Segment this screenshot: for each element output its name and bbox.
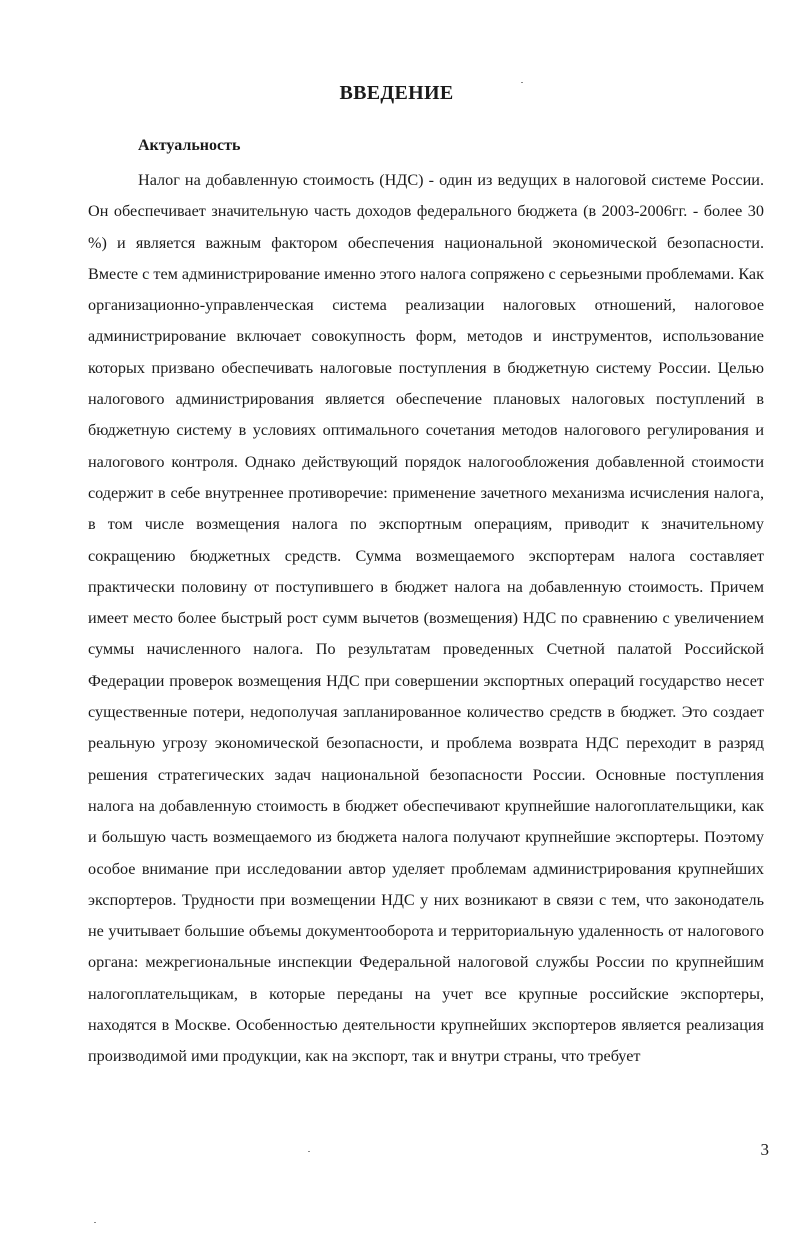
scan-speck <box>94 1222 96 1223</box>
scan-speck <box>308 1151 310 1152</box>
page-title: ВВЕДЕНИЕ <box>339 82 454 104</box>
page-number: 3 <box>760 1140 769 1159</box>
section-heading: Актуальность <box>138 137 241 154</box>
body-paragraph: Налог на добавленную стоимость (НДС) - один из ведущих в налоговой системе России. Он обеспечивает значительную часть доходов федерального бюджета (в 2003-2006гг. - более 30 %) и является важным фактором обеспечения национальной экономической безопасности. Вместе с тем администрирование именно этого налога сопряжено с серьезными проблемами. Как организационно-управленческая система реализации налоговых отношений, налоговое администрирование включает совокупность форм, методов и инструментов, использование которых призвано обеспечивать налоговые поступления в бюджетную систему России. Целью налогового администрирования является обеспечение плановых налоговых поступлений в бюджетную систему в условиях оптимального сочетания методов налогового регулирования и налогового контроля. Однако действующий порядок налогообложения добавленной стоимости содержит в себе внутреннее противоречие: применение зачетного механизма исчисления налога, в том числе возмещения налога по экспортным операциям, приводит к значительному сокращению бюджетных средств. Сумма возмещаемого экспортерам налога составляет практически половину от поступившего в бюджет налога на добавленную стоимость. Причем имеет место более быстрый рост сумм вычетов (возмещения) НДС по сравнению с увеличением суммы начисленного налога. По результатам проведенных Счетной палатой Российской Федерации проверок возмещения НДС при совершении экспортных операций государство несет существенные потери, недополучая запланированное количество средств в бюджет. Это создает реальную угрозу экономической безопасности, и проблема возврата НДС переходит в разряд решения стратегических задач национальной безопасности России. Основные поступления налога на добавленную стоимость в бюджет обеспечивают крупнейшие налогоплательщики, как и большую часть возмещаемого из бюджета налога получают крупнейшие экспортеры. Поэтому особое внимание при исследовании автор уделяет проблемам администрирования крупнейших экспортеров. Трудности при возмещении НДС у них возникают в связи с тем, что законодатель не учитывает большие объемы документооборота и территориальную удаленность от налогового органа: межрегиональные инспекции Федеральной налоговой службы России по крупнейшим налогоплательщикам, в которые переданы на учет все крупные российские экспортеры, находятся в Москве. Особенностью деятельности крупнейших экспортеров является реализация производимой ими продукции, как на экспорт, так и внутри страны, что требует <box>88 171 764 1066</box>
scan-speck <box>521 82 523 83</box>
